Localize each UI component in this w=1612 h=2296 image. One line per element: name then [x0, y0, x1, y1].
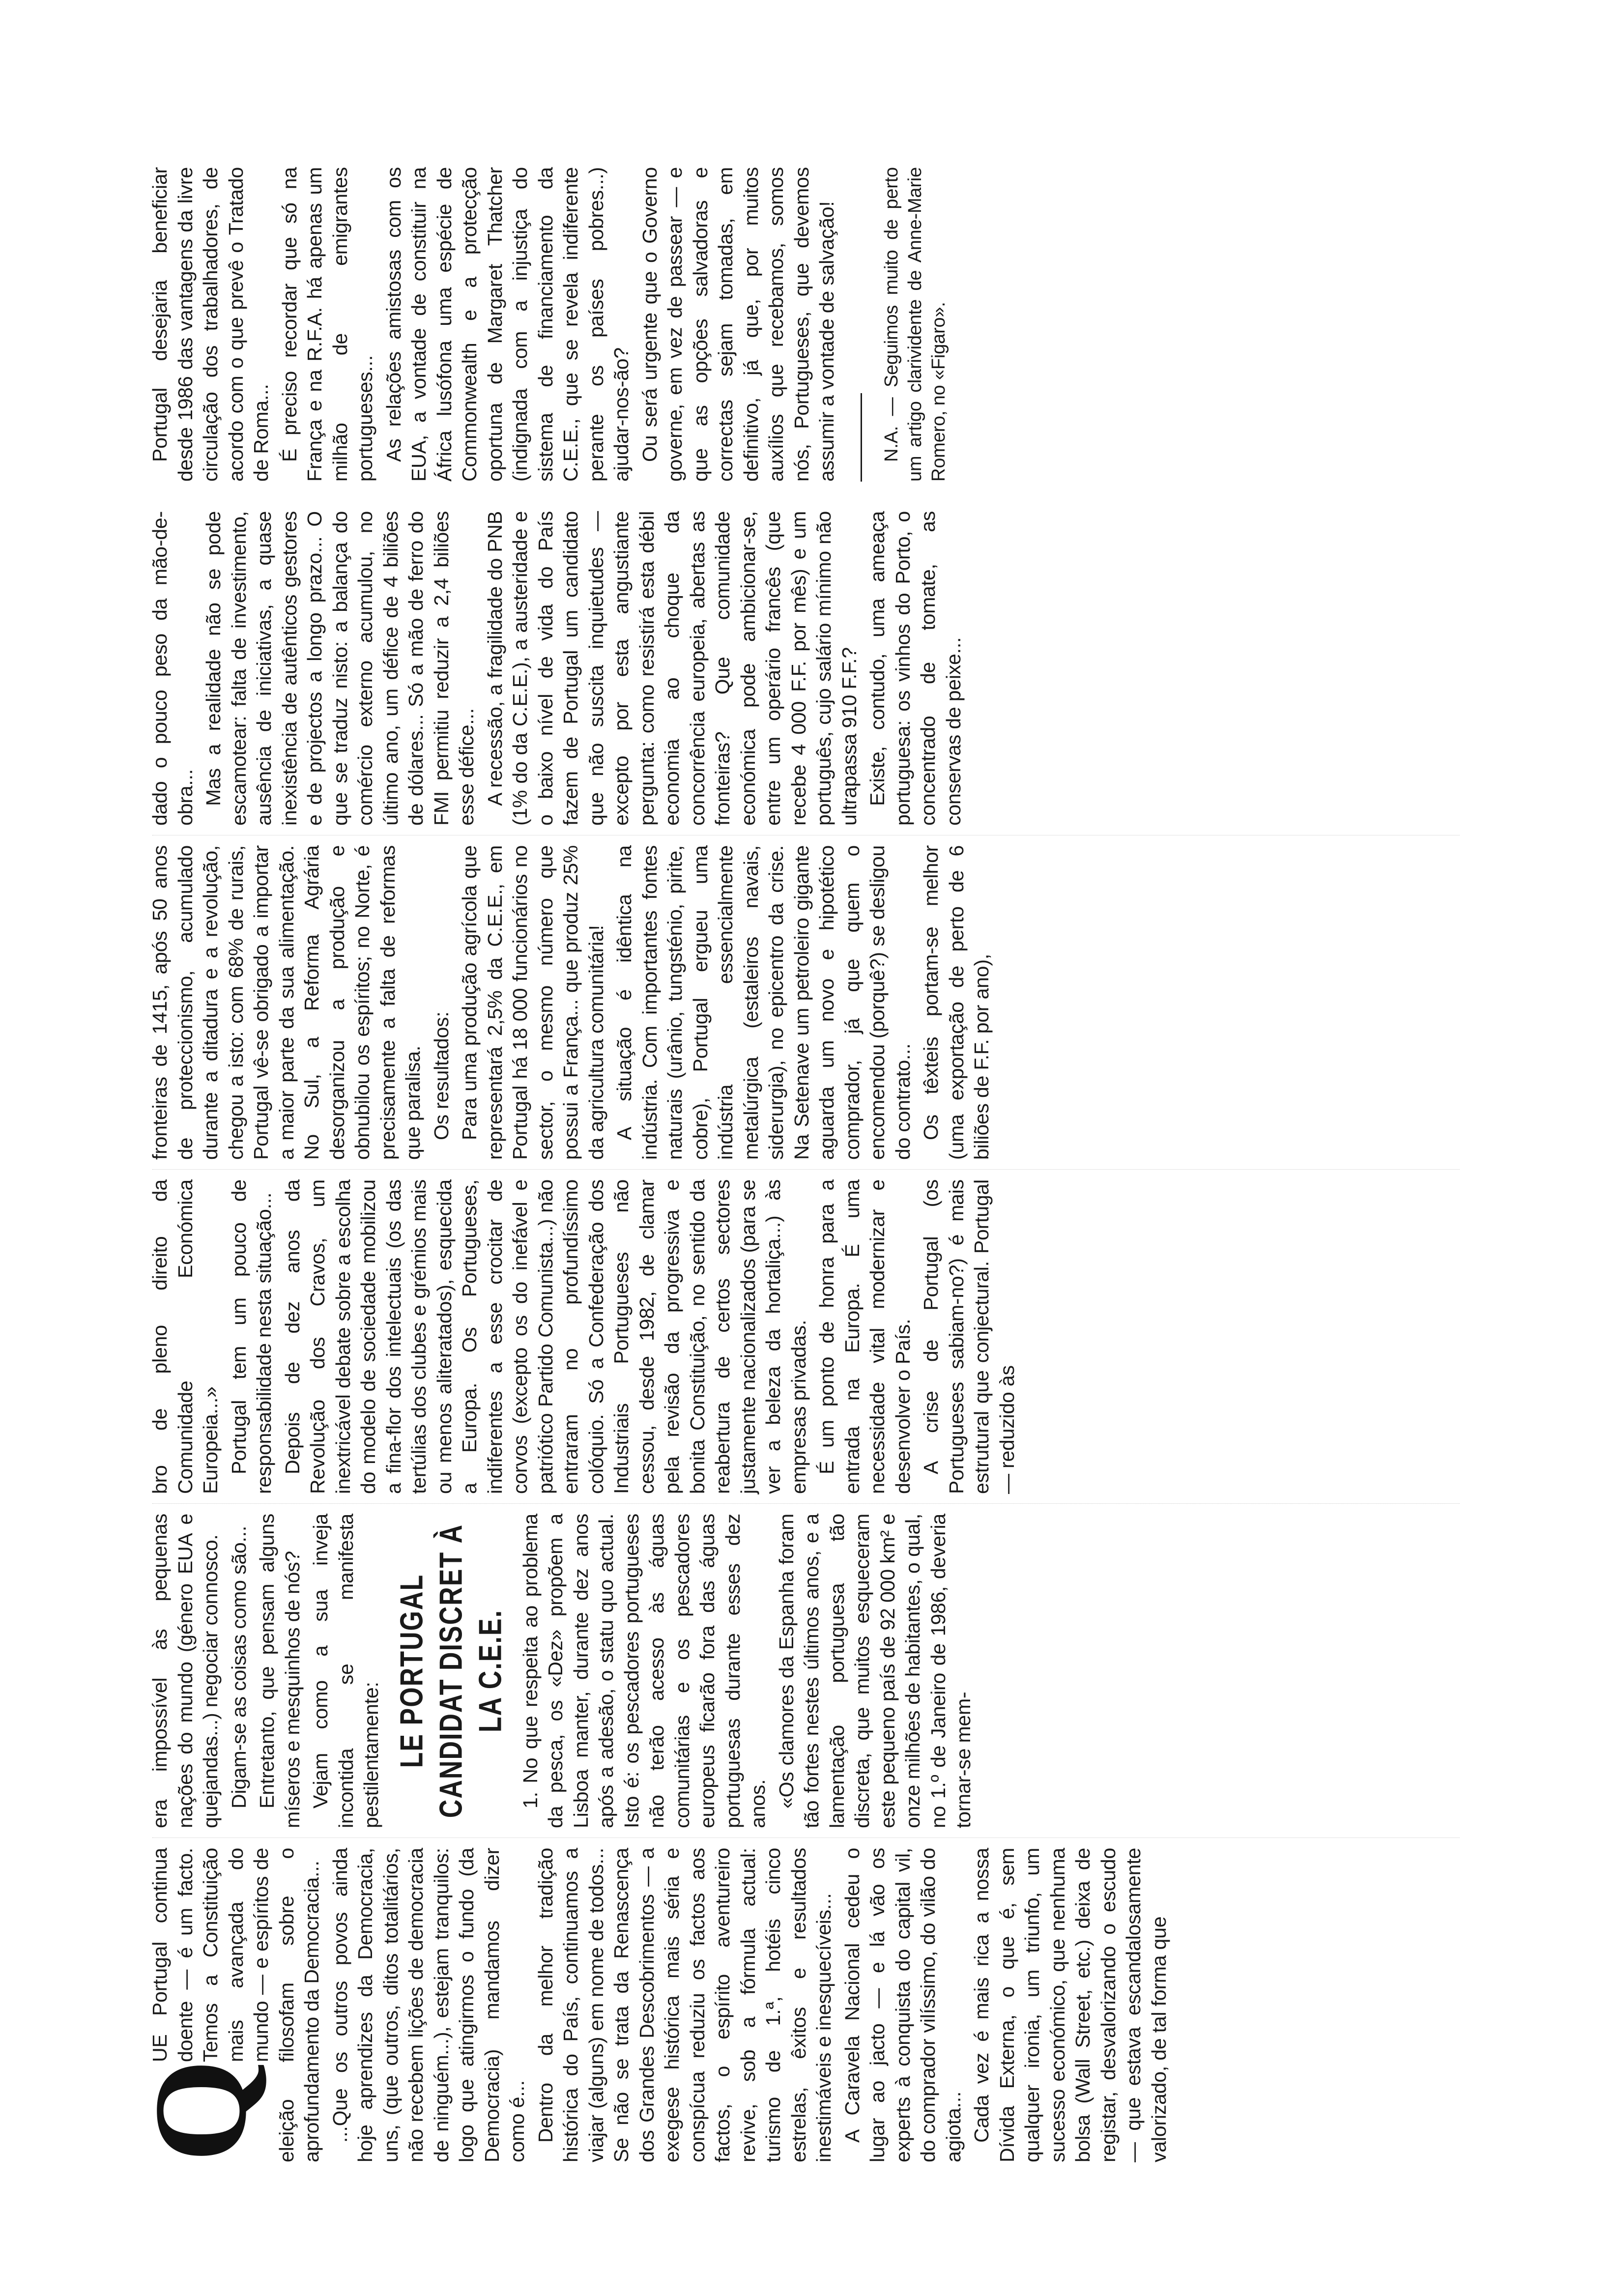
paragraph: bro de pleno direito da Comunidade Económica Europeia...» [148, 1179, 222, 1494]
paragraph: É um ponto de honra para a entrada na Europa. É uma necessidade vital modernizar e desenvolver o País. [815, 1179, 914, 1494]
paragraph: Dentro da melhor tradição histórica do País, continuamos a viajar (alguns) em nome de todos... Se não se trata da Renascença dos Grandes Descobrimentos — a exegese histórica mais séria e conspícua reduziu os factos aos factos, o espírito aventureiro revive, sob a fórmula actual: turismo de 1.ª, hotéis cinco estrelas, êxitos e resultados inestimáveis e inesquecíveis... [534, 1848, 835, 2162]
paragraph: Entretanto, que pensam alguns míseros e mesquinhos de nós? [256, 1514, 304, 1828]
newspaper-clipping [108, 108, 1494, 2172]
paragraph: Ou será urgente que o Governo governe, em vez de passear — e que as opções salvadoras e correctas sejam tomadas, em definitivo, já que, por muitos auxílios que recebamos, somos nós, Portugueses, que devemos assumir a vontade de salvação! [638, 167, 838, 482]
paragraph: A Caravela Nacional cedeu o lugar ao jacto — e lá vão os experts à conquista do capital vil, do comprador vilíssimo, do vilão do agiota... [840, 1848, 965, 2162]
article-column-6 [147, 167, 1474, 482]
paragraph: Portugal tem um pouco de responsabilidade nesta situação... [227, 1179, 275, 1494]
section-headline [392, 1514, 510, 1828]
paragraph: A recessão, a fragilidade do PNB (1% do da C.E.E.), a austeridade e o baixo nível de vida do País fazem de Portugal um candidato que não suscita inquietudes — excepto por esta angustiante pergunta: como resistirá esta débil economia ao choque da concorrência europeia, abertas as fronteiras? Que comunidade económica pode ambicionar-se, entre um operário francês (que recebe 4 000 F.F. por mês) e um português, cujo salário mínimo não ultrapassa 910 F.F.? [483, 511, 861, 826]
paragraph: Os têxteis portam-se melhor (uma exportação de perto de 6 biliões de F.F. por ano), [920, 845, 993, 1160]
paragraph: «Os clamores da Espanha foram tão fortes nestes últimos anos, e a lamentação portuguesa tão discreta, que muitos esqueceram este pequeno país de 92 000 km² e onze milhões de habitantes, o qual, no 1.º de Janeiro de 1986, deveria tornar-se mem- [775, 1514, 975, 1828]
paragraph: A crise de Portugal (os Portugueses sabiam-no?) é mais estrutural que conjectural. Portugal — reduzido às [920, 1179, 1018, 1494]
article-column-1 [127, 1848, 1474, 2162]
paragraph: 1. No que respeita ao problema da pesca, os «Dez» propõem a Lisboa manter, durante dez anos após a adesão, o statu quo actual. Isto é: os pescadores portugueses não terão acesso às águas comunitárias e os pescadores europeus ficarão fora das águas portuguesas durante esses dez anos. [518, 1514, 769, 1828]
paragraph: dado o pouco peso da mão-de-obra... [148, 511, 197, 826]
author-note: N.A. — Seguimos muito de perto um artigo clarividente de Anne-Marie Romero, no «Figaro». [881, 167, 949, 482]
article-column-3 [147, 1179, 1474, 1494]
paragraph: Depois de dez anos da Revolução dos Cravos, um inextricável debate sobre a escolha do modelo de sociedade mobilizou a fina-flor dos intelectuais (os das tertúlias dos clubes e grémios mais ou menos aliteratados), esquecida a Europa. Os Portugueses, indiferentes a esse crocitar de corvos (excepto os do inefável e patriótico Partido Comunista...) não entraram no profundíssimo colóquio. Só a Confederação dos Industriais Portugueses não cessou, desde 1982, de clamar pela revisão da progressiva e bonita Constituição, no sentido da reabertura de certos sectores justamente nacionalizados (para se ver a beleza da hortaliça...) às empresas privadas. [281, 1179, 810, 1494]
article-column-4 [147, 845, 1474, 1160]
paragraph: Digam-se as coisas como são... [227, 1525, 250, 1808]
paragraph: UE Portugal continua doente — é um facto. Temos a Constituição mais avançada do mundo — e espíritos de eleição filosofam sobre o aprofundamento da Democracia... [148, 1848, 323, 2162]
headline-line: CANDIDAT DISCRET À LA C.E.E. [433, 1523, 508, 1818]
paragraph: A situação é idêntica na indústria. Com importantes fontes naturais (urânio, tungsténio, pirite, cobre), Portugal ergueu uma indústria essencialmente metalúrgica (estaleiros navais, siderurgia), no epicentro da crise. Na Setenave um petroleiro gigante aguarda um novo e hipotético comprador, já que quem o encomendou (porquê?) se desligou do contrato... [613, 845, 914, 1160]
article-column-2 [147, 1514, 1474, 1828]
headline-line: LE PORTUGAL [394, 1574, 430, 1768]
paragraph: Mas a realidade não se pode escamotear: falta de investimento, ausência de iniciativas, a quase inexistência de autênticos gestores e de projectos a longo prazo... O que se traduz nisto: a balança do comércio externo acumulou, no último ano, um défice de 4 biliões de dólares... Só a mão de ferro do FMI permitiu reduzir a 2,4 biliões esse défice... [202, 511, 478, 826]
column-divider [152, 1837, 1460, 1838]
paragraph: É preciso recordar que só na França e na R.F.A. há apenas um milhão de emigrantes portugueses... [278, 167, 376, 482]
paragraph: Os resultados: [430, 1011, 453, 1140]
footnote-rule [861, 393, 862, 482]
paragraph: As relações amistosas com os EUA, a vontade de constituir na África lusófona uma espécie de Commonwealth e a protecção oportuna de Margaret Thatcher (indignada com a injustiça do sistema de financiamento da C.E.E., que se revela indiferente perante os países pobres...) ajudar-nos-ão? [382, 167, 633, 482]
paragraph: ...Que os outros povos ainda hoje aprendizes da Democracia, uns, (que outros, ditos totalitários, não recebem lições de democracia de ninguém...), estejam tranquilos: logo que atingirmos o fundo (da Democracia) mandamos dizer como é... [328, 1848, 528, 2162]
paragraph: Existe, contudo, uma ameaça portuguesa: os vinhos do Porto, o concentrado de tomate, as conservas de peixe... [866, 511, 965, 826]
paragraph: Cada vez é mais rica a nossa Dívida Externa, o que é, sem qualquer ironia, um triunfo, um sucesso económico, que nenhuma bolsa (Wall Street, etc.) deixa de registar, desvalorizando o escudo — que estava escandalosamente valorizado, de tal forma que [970, 1848, 1170, 2162]
article-column-5 [147, 511, 1474, 826]
paragraph: Para uma produção agrícola que representará 2,5% da C.E.E., em Portugal há 18 000 funcionários no sector, o mesmo número que possui a França... que produz 25% da agricultura comunitária! [458, 845, 607, 1160]
paragraph: fronteiras de 1415, após 50 anos de proteccionismo, acumulado durante a ditadura e a revolução, chegou a isto: com 68% de rurais, Portugal vê-se obrigado a importar a maior parte da sua alimentação. No Sul, a Reforma Agrária desorganizou a produção e obnubilou os espíritos; no Norte, é precisamente a falta de reformas que paralisa. [148, 845, 424, 1160]
paragraph: Vejam como a sua inveja incontida se manifesta pestilentamente: [309, 1514, 382, 1828]
drop-cap: Q [127, 2059, 274, 2162]
column-divider [152, 1503, 1460, 1504]
column-divider [152, 1169, 1460, 1170]
paragraph: Portugal desejaria beneficiar desde 1986 das vantagens da livre circulação dos trabalhadores, de acordo com o que prevê o Tratado de Roma... [148, 167, 272, 482]
paragraph: era impossível às pequenas nações do mundo (género EUA e quejandas...) negociar connosco. [148, 1514, 222, 1828]
